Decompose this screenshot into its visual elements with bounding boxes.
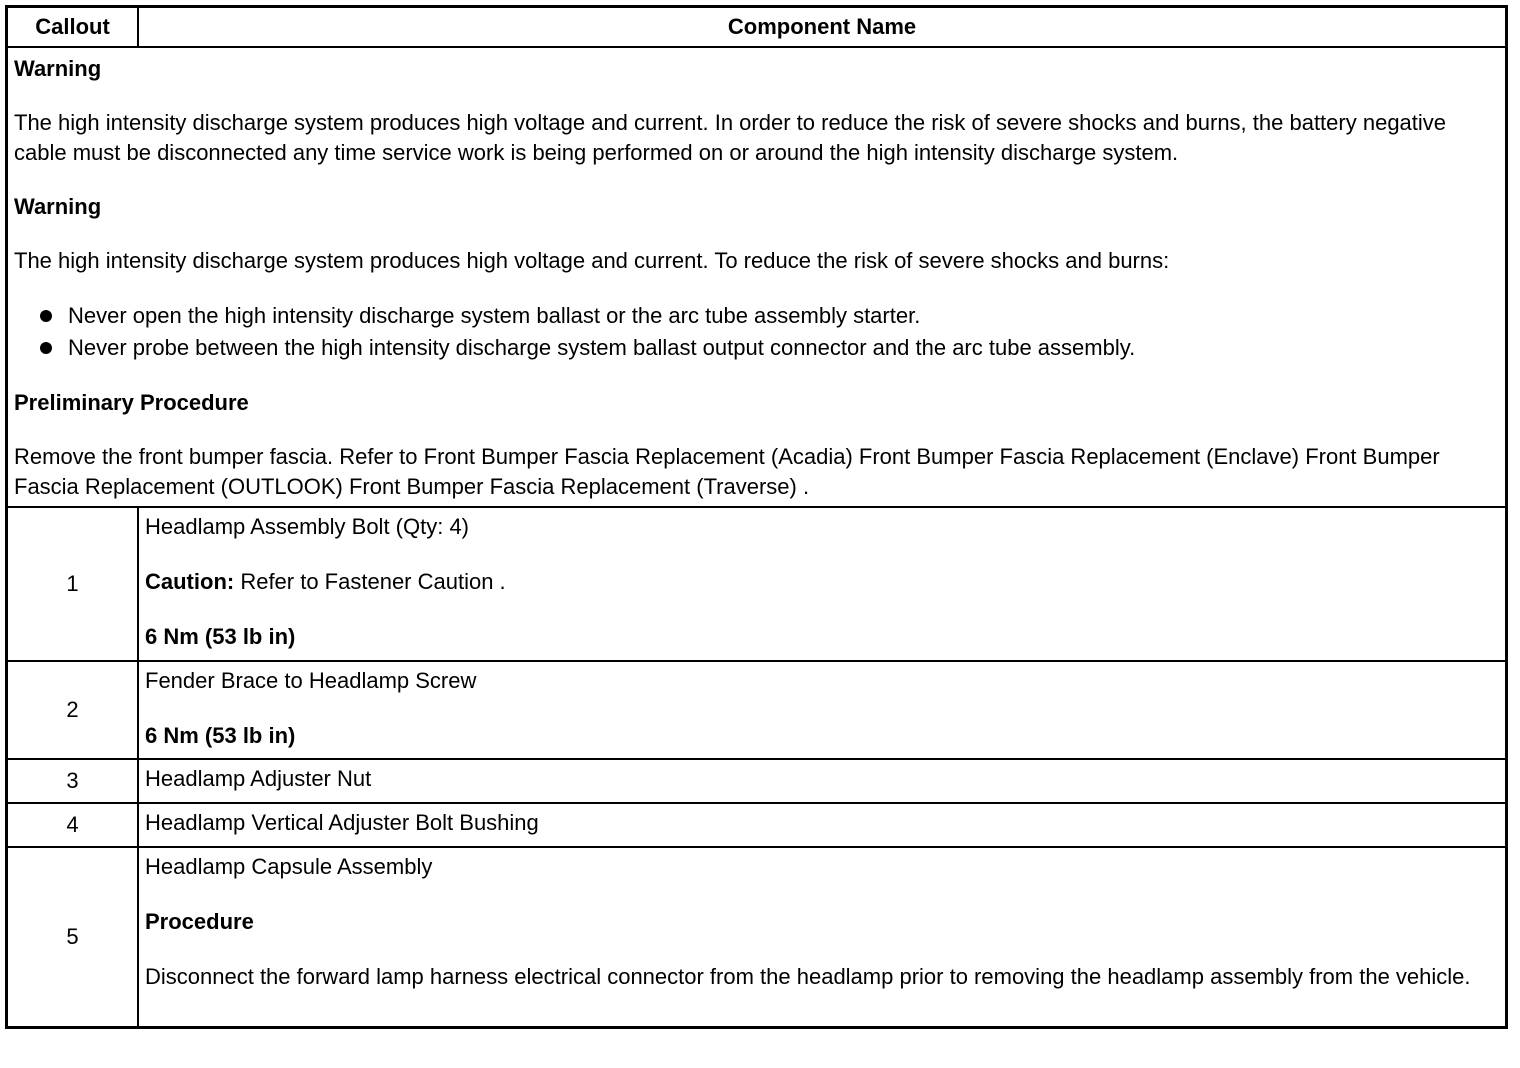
procedure-title: Procedure bbox=[145, 909, 254, 934]
torque-spec: 6 Nm (53 lb in) bbox=[145, 624, 296, 649]
bullet-icon bbox=[40, 310, 52, 322]
component-cell bbox=[138, 507, 1507, 661]
callout-number: 4 bbox=[7, 803, 139, 847]
caution-line bbox=[145, 567, 1499, 597]
warning-text: The high intensity discharge system produces high voltage and current. To reduce the risk of severe shocks and burns: bbox=[14, 248, 1170, 273]
component-name-header: Component Name bbox=[138, 7, 1507, 48]
table-row bbox=[7, 661, 1507, 759]
procedure-text: Disconnect the forward lamp harness electrical connector from the headlamp prior to removing the headlamp assembly from the vehicle. bbox=[145, 964, 1471, 989]
bullet-icon bbox=[40, 342, 52, 354]
intro-row bbox=[7, 47, 1507, 507]
callout-number: 3 bbox=[7, 759, 139, 803]
caution-label: Caution: bbox=[145, 569, 235, 594]
list-item: Never probe between the high intensity discharge system ballast output connector and the arc tube assembly. bbox=[28, 332, 1499, 364]
list-item: Never open the high intensity discharge system ballast or the arc tube assembly starter. bbox=[28, 300, 1499, 332]
callout-number: 2 bbox=[7, 661, 139, 759]
warning-text: The high intensity discharge system produces high voltage and current. In order to reduce the risk of severe shocks and burns, the battery negative cable must be disconnected any time service work is being performed on or around the high intensity discharge system. bbox=[14, 110, 1447, 165]
preliminary-procedure-title: Preliminary Procedure bbox=[14, 390, 249, 415]
table-row bbox=[7, 803, 1507, 847]
preliminary-procedure-text: Remove the front bumper fascia. Refer to Front Bumper Fascia Replacement (Acadia) Front Bumper Fascia Replacement (Enclave) Front Bumper Fascia Replacement (OUTLOOK) Front Bumper Fascia Replacement (Traverse) . bbox=[14, 444, 1440, 499]
component-name: Headlamp Capsule Assembly bbox=[145, 854, 433, 879]
callout-number: 5 bbox=[7, 847, 139, 1028]
component-cell bbox=[138, 759, 1507, 803]
torque-spec: 6 Nm (53 lb in) bbox=[145, 723, 296, 748]
warning-title: Warning bbox=[14, 194, 102, 219]
component-cell bbox=[138, 803, 1507, 847]
callout-number: 1 bbox=[7, 507, 139, 661]
component-name: Headlamp Assembly Bolt (Qty: 4) bbox=[145, 514, 470, 539]
component-name: Fender Brace to Headlamp Screw bbox=[145, 668, 477, 693]
component-cell bbox=[138, 847, 1507, 1028]
caution-text: Refer to Fastener Caution . bbox=[234, 569, 506, 594]
table-row bbox=[7, 507, 1507, 661]
component-cell bbox=[138, 661, 1507, 759]
table-row bbox=[7, 847, 1507, 1028]
component-name: Headlamp Adjuster Nut bbox=[145, 766, 372, 791]
intro-cell bbox=[7, 47, 1507, 507]
component-table bbox=[5, 5, 1508, 1029]
warning-bullet-list bbox=[14, 300, 1499, 364]
component-name: Headlamp Vertical Adjuster Bolt Bushing bbox=[145, 810, 539, 835]
table-row bbox=[7, 759, 1507, 803]
table-header-row bbox=[7, 7, 1507, 48]
callout-header: Callout bbox=[7, 7, 139, 48]
warning-title: Warning bbox=[14, 56, 102, 81]
